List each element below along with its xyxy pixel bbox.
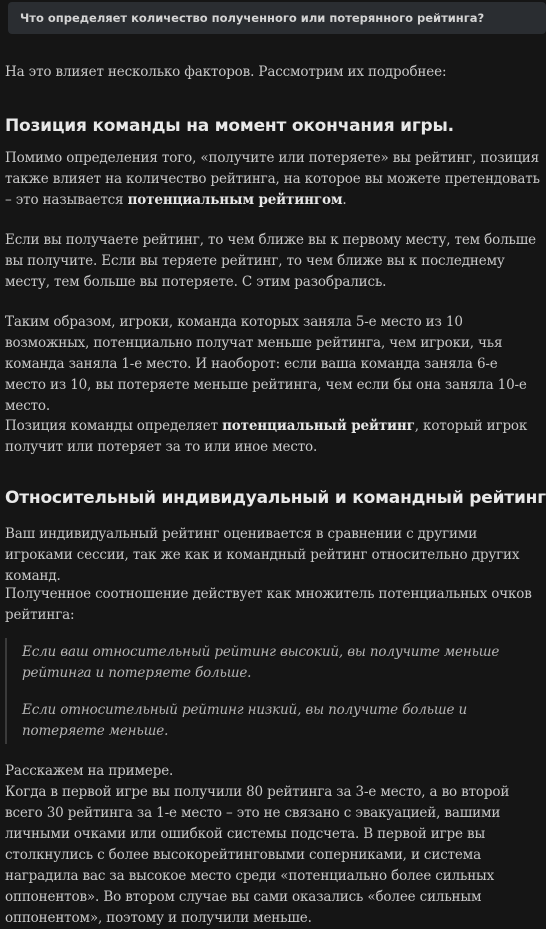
example-intro-line: Расскажем на примере. — [5, 763, 174, 779]
rating-quote-block — [5, 638, 541, 744]
faq-question-header[interactable] — [8, 2, 546, 34]
faq-question-title: Что определяет количество полученного или потерянного рейтинга? — [20, 11, 485, 25]
paragraph-individual-rating: Ваш индивидуальный рейтинг оценивается в сравнении с другими игроками сессии, так же как и командный рейтинг относительно других команд. — [5, 526, 520, 584]
quote-high-rating: Если ваш относительный рейтинг высокий, вы получите меньше рейтинга и потеряете больше. — [22, 644, 500, 681]
quote-low-rating: Если относительный рейтинг низкий, вы получите больше и потеряете меньше. — [22, 702, 468, 739]
section-heading-relative-rating: Относительный индивидуальный и командный рейтинг — [5, 488, 546, 508]
paragraph-multiplier: Полученное соотношение действует как множитель потенциальных очков рейтинга: — [5, 586, 532, 623]
potential-rating-term-2: потенциальный рейтинг — [222, 418, 415, 434]
paragraph-position-summary: Позиция команды определяет потенциальный рейтинг, который игрок получит или потеряет за то или иное место. — [5, 418, 528, 455]
potential-rating-term: потенциальным рейтингом — [127, 192, 343, 208]
paragraph-potential-rating: Помимо определения того, «получите или потеряете» вы рейтинг, позиция также влияет на количество рейтинга, на которое вы можете претендовать – это называется потенциальным рейтингом. — [5, 150, 540, 208]
section-heading-team-position: Позиция команды на момент окончания игры. — [5, 116, 454, 136]
paragraph-example-explanation: Когда в первой игре вы получили 80 рейтинга за 3-е место, а во второй всего 30 рейтинга за 1-е место – это не связано с эвакуацией, вашими личными очками или ошибкой системы подсчета. В первой игре вы столкнулись с более высокорейтинговыми соперниками, и система наградила вас за высокое место среди «потенциально более сильных оппонентов». Во втором случае вы сами оказались «более сильным оппонентом», поэтому и получили меньше. — [5, 784, 510, 926]
paragraph-gain-loss: Если вы получаете рейтинг, то чем ближе вы к первому месту, тем больше вы получите. Если вы теряете рейтинг, то чем ближе вы к последнему месту, тем больше вы потеряете. С этим разобрались. — [5, 232, 536, 290]
paragraph-example-places: Таким образом, игроки, команда которых заняла 5-е место из 10 возможных, потенциально получат меньше рейтинга, чем игроки, чья команда заняла 1-е место. И наоборот: если ваша команда заняла 6-е место из 10, вы потеряете меньше рейтинга, чем если бы она заняла 10-е место. — [5, 314, 527, 414]
intro-paragraph: На это влияет несколько факторов. Рассмотрим их подробнее: — [5, 64, 447, 80]
